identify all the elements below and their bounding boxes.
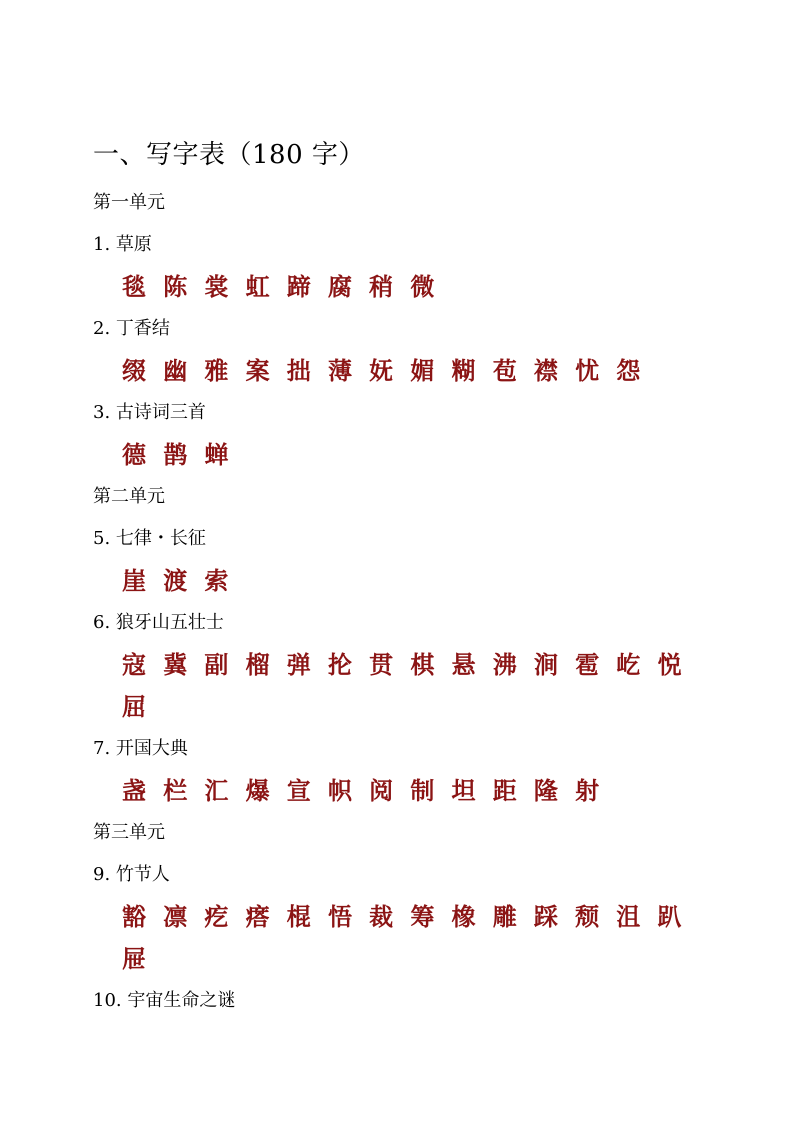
writing-character: 筹 bbox=[410, 902, 435, 931]
writing-character: 趴 bbox=[657, 902, 682, 931]
writing-character: 屈 bbox=[122, 692, 146, 721]
writing-character: 妩 bbox=[369, 356, 394, 385]
writing-character: 豁 bbox=[122, 902, 146, 931]
writing-character: 蝉 bbox=[204, 440, 229, 469]
character-row bbox=[93, 350, 712, 392]
lesson-title: 3. 古诗词三首 bbox=[93, 402, 206, 423]
writing-character: 弹 bbox=[286, 650, 311, 679]
writing-character: 栏 bbox=[163, 776, 188, 805]
writing-character: 射 bbox=[575, 776, 600, 805]
writing-character: 襟 bbox=[533, 356, 558, 385]
writing-character: 腐 bbox=[327, 272, 352, 301]
character-row bbox=[93, 896, 712, 980]
writing-character: 陈 bbox=[163, 272, 188, 301]
writing-character: 鹊 bbox=[163, 440, 188, 469]
writing-character: 疙 bbox=[204, 902, 229, 931]
writing-character: 媚 bbox=[410, 356, 435, 385]
character-row bbox=[93, 770, 712, 812]
writing-character: 沮 bbox=[616, 902, 641, 931]
writing-character: 怨 bbox=[616, 356, 641, 385]
writing-character: 案 bbox=[245, 356, 270, 385]
writing-character: 盏 bbox=[122, 776, 146, 805]
writing-character: 屉 bbox=[122, 944, 146, 973]
writing-character: 毯 bbox=[122, 272, 146, 301]
character-row bbox=[93, 434, 712, 476]
writing-character: 忧 bbox=[575, 356, 600, 385]
unit-heading: 第三单元 bbox=[93, 822, 165, 843]
writing-character: 帜 bbox=[327, 776, 352, 805]
writing-character: 橡 bbox=[451, 902, 476, 931]
writing-character: 凛 bbox=[163, 902, 188, 931]
writing-character: 副 bbox=[204, 650, 229, 679]
writing-character: 阅 bbox=[369, 776, 394, 805]
writing-character: 棍 bbox=[286, 902, 311, 931]
document-page bbox=[93, 138, 733, 1022]
writing-character: 隆 bbox=[533, 776, 558, 805]
writing-character: 悦 bbox=[657, 650, 682, 679]
writing-character: 距 bbox=[492, 776, 517, 805]
unit-heading: 第一单元 bbox=[93, 192, 165, 213]
writing-character: 涧 bbox=[533, 650, 558, 679]
writing-character: 汇 bbox=[204, 776, 229, 805]
writing-character: 榴 bbox=[245, 650, 270, 679]
writing-character: 幽 bbox=[163, 356, 188, 385]
writing-character: 雕 bbox=[492, 902, 517, 931]
writing-character: 抡 bbox=[327, 650, 352, 679]
writing-character: 裁 bbox=[369, 902, 394, 931]
writing-character: 悟 bbox=[327, 902, 352, 931]
writing-character: 宣 bbox=[286, 776, 311, 805]
character-row bbox=[93, 266, 712, 308]
writing-character: 雹 bbox=[575, 650, 600, 679]
writing-character: 雅 bbox=[204, 356, 229, 385]
lesson-title: 1. 草原 bbox=[93, 234, 152, 255]
writing-character: 贯 bbox=[369, 650, 394, 679]
writing-table bbox=[93, 182, 733, 1022]
lesson-title: 6. 狼牙山五壮士 bbox=[93, 612, 224, 633]
writing-character: 坦 bbox=[451, 776, 476, 805]
writing-character: 渡 bbox=[163, 566, 188, 595]
writing-character: 微 bbox=[410, 272, 435, 301]
character-row bbox=[93, 560, 712, 602]
writing-character: 屹 bbox=[616, 650, 641, 679]
character-row bbox=[93, 644, 712, 728]
writing-character: 拙 bbox=[286, 356, 311, 385]
writing-character: 苞 bbox=[492, 356, 517, 385]
writing-character: 索 bbox=[204, 566, 229, 595]
writing-character: 悬 bbox=[451, 650, 476, 679]
lesson-title: 2. 丁香结 bbox=[93, 318, 170, 339]
writing-character: 颓 bbox=[575, 902, 600, 931]
writing-character: 冀 bbox=[163, 650, 188, 679]
lesson-title: 10. 宇宙生命之谜 bbox=[93, 990, 236, 1011]
writing-character: 沸 bbox=[492, 650, 517, 679]
writing-character: 薄 bbox=[327, 356, 352, 385]
writing-character: 德 bbox=[122, 440, 146, 469]
unit-heading: 第二单元 bbox=[93, 486, 165, 507]
writing-character: 棋 bbox=[410, 650, 435, 679]
writing-character: 缀 bbox=[122, 356, 146, 385]
writing-character: 稍 bbox=[369, 272, 394, 301]
writing-character: 虹 bbox=[245, 272, 270, 301]
writing-character: 瘩 bbox=[245, 902, 270, 931]
page-title: 一、写字表（180 字） bbox=[93, 140, 365, 170]
lesson-title: 7. 开国大典 bbox=[93, 738, 188, 759]
writing-character: 制 bbox=[410, 776, 435, 805]
writing-character: 蹄 bbox=[286, 272, 311, 301]
writing-character: 裳 bbox=[204, 272, 229, 301]
lesson-title: 9. 竹节人 bbox=[93, 864, 170, 885]
writing-character: 寇 bbox=[122, 650, 146, 679]
lesson-title: 5. 七律・长征 bbox=[93, 528, 206, 549]
writing-character: 崖 bbox=[122, 566, 146, 595]
writing-character: 踩 bbox=[533, 902, 558, 931]
writing-character: 爆 bbox=[245, 776, 270, 805]
writing-character: 糊 bbox=[451, 356, 476, 385]
